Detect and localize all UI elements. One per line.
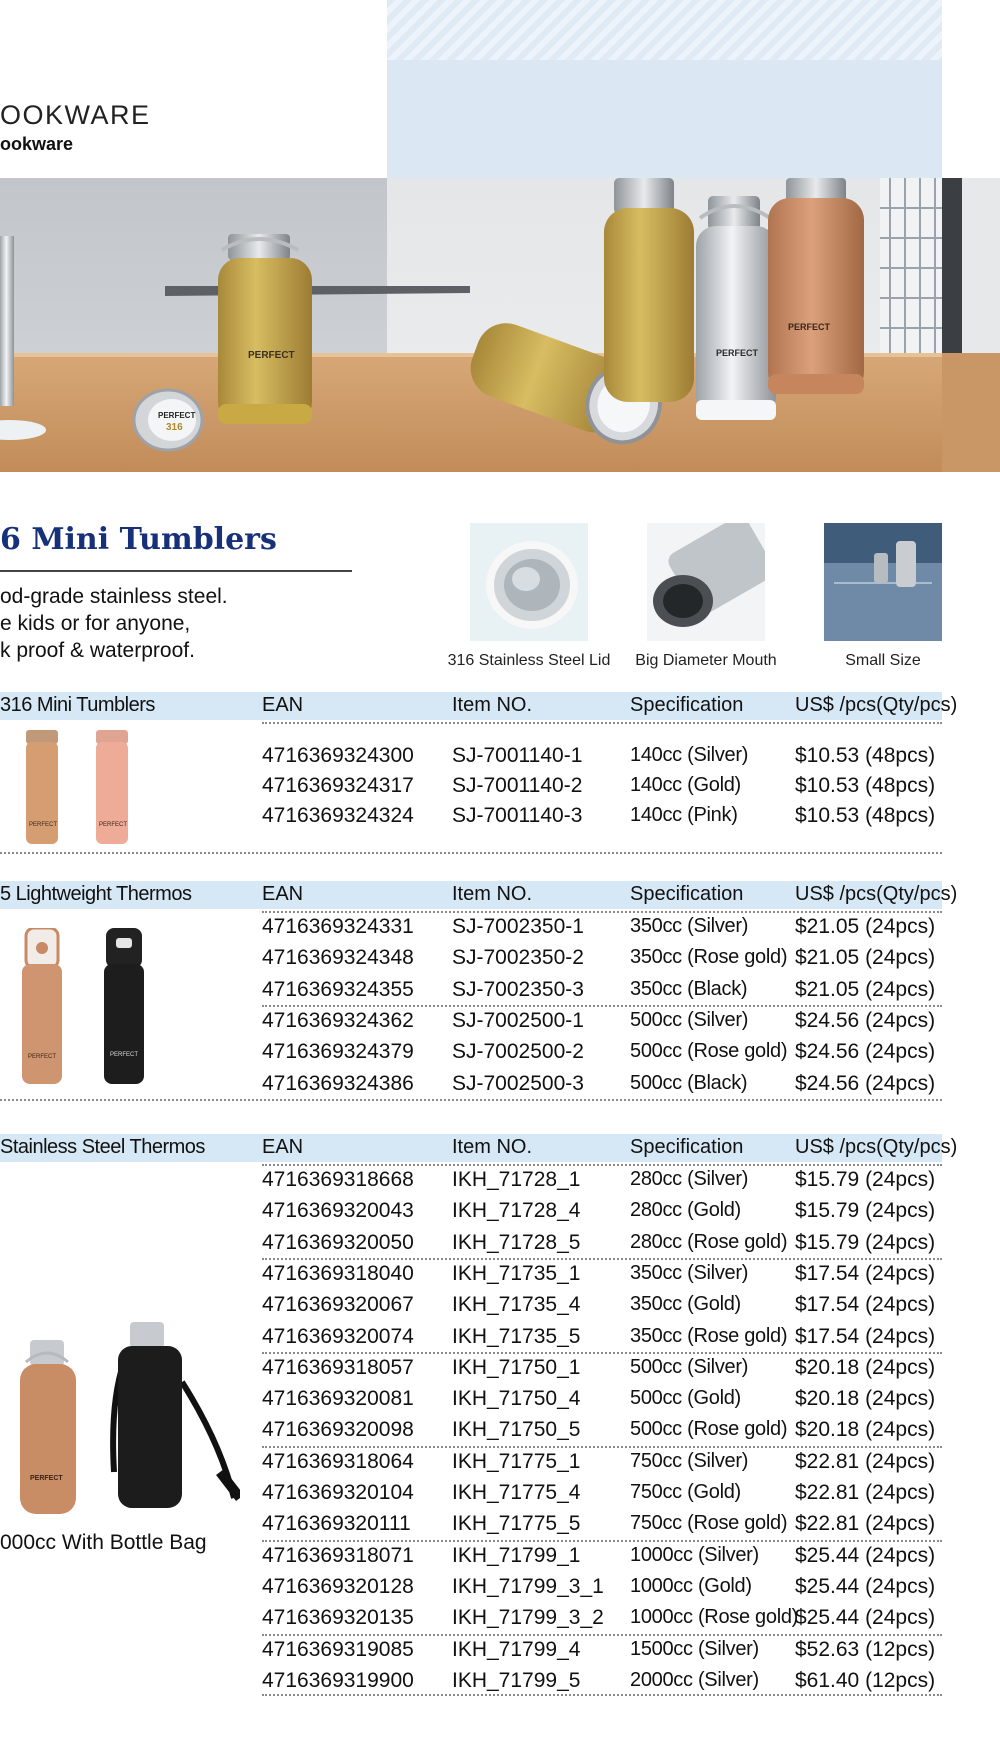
cell-price: $15.79 (24pcs) [795, 1231, 936, 1254]
section-title: 6 Mini Tumblers [0, 522, 277, 557]
cell-item-no: IKH_71750_4 [452, 1387, 581, 1410]
cell-price: $15.79 (24pcs) [795, 1168, 936, 1191]
table2-mid-rule [262, 1005, 942, 1007]
cell-ean: 4716369320111 [262, 1512, 411, 1535]
svg-text:PERFECT: PERFECT [788, 322, 831, 332]
table3-name: Stainless Steel Thermos [0, 1136, 205, 1158]
cell-spec: 350cc (Gold) [630, 1293, 741, 1315]
cell-spec: 500cc (Gold) [630, 1387, 741, 1409]
cell-item-no: IKH_71728_4 [452, 1199, 581, 1222]
cell-spec: 750cc (Gold) [630, 1481, 741, 1503]
cell-item-no: SJ-7001140-3 [452, 804, 583, 827]
cell-item-no: SJ-7002350-1 [452, 915, 584, 938]
table3-rule-500 [262, 1446, 942, 1448]
title-underline [0, 570, 352, 572]
cell-item-no: IKH_71799_3_2 [452, 1606, 604, 1629]
feature-caption-lid: 316 Stainless Steel Lid [447, 652, 611, 669]
thermos-rosegold-image [18, 928, 66, 1091]
feature-caption-size: Small Size [845, 652, 921, 669]
cell-spec: 500cc (Black) [630, 1072, 748, 1094]
cell-item-no: IKH_71735_5 [452, 1325, 581, 1348]
table2-bottom-rule [0, 1099, 942, 1101]
table1-col-ean: EAN [262, 694, 304, 716]
cell-spec: 1500cc (Silver) [630, 1638, 759, 1660]
cell-price: $15.79 (24pcs) [795, 1199, 936, 1222]
cell-price: $22.81 (24pcs) [795, 1481, 936, 1504]
steel-thermos-rosegold-image [14, 1340, 80, 1521]
cell-price: $61.40 (12pcs) [795, 1669, 936, 1692]
cell-price: $24.56 (24pcs) [795, 1009, 936, 1032]
table3-bottom-rule [262, 1694, 942, 1696]
cell-spec: 500cc (Rose gold) [630, 1040, 788, 1062]
hero-blue-panel [387, 60, 942, 180]
cell-ean: 4716369324331 [262, 915, 414, 938]
cell-item-no: IKH_71750_5 [452, 1418, 581, 1441]
cell-ean: 4716369320067 [262, 1293, 414, 1316]
table3-rule-750 [262, 1540, 942, 1542]
svg-text:PERFECT: PERFECT [29, 822, 58, 828]
table3-header-rule [262, 1164, 942, 1166]
table3-rule-280 [262, 1258, 942, 1260]
cell-price: $17.54 (24pcs) [795, 1325, 936, 1348]
cell-item-no: SJ-7001140-2 [452, 774, 583, 797]
table1-header-rule [262, 722, 942, 724]
svg-text:PERFECT: PERFECT [110, 1052, 139, 1058]
cell-spec: 140cc (Gold) [630, 774, 741, 796]
cell-item-no: SJ-7002350-2 [452, 946, 584, 969]
brand-title: OOKWARE [0, 100, 151, 130]
cell-item-no: IKH_71799_1 [452, 1544, 581, 1567]
cell-ean: 4716369318057 [262, 1356, 414, 1379]
cell-price: $21.05 (24pcs) [795, 915, 936, 938]
cell-ean: 4716369320050 [262, 1231, 414, 1254]
cell-spec: 280cc (Rose gold) [630, 1231, 788, 1253]
cell-ean: 4716369318668 [262, 1168, 414, 1191]
cell-price: $20.18 (24pcs) [795, 1387, 936, 1410]
cell-price: $24.56 (24pcs) [795, 1040, 936, 1063]
table2-col-price: US$ /pcs(Qty/pcs) [795, 883, 958, 905]
cell-item-no: SJ-7002500-3 [452, 1072, 584, 1095]
svg-text:316: 316 [166, 422, 183, 433]
cell-item-no: SJ-7001140-1 [452, 744, 583, 767]
cell-item-no: IKH_71735_4 [452, 1293, 581, 1316]
table3-rule-350 [262, 1352, 942, 1354]
cell-spec: 280cc (Silver) [630, 1168, 749, 1190]
cell-ean: 4716369324324 [262, 804, 414, 827]
cell-ean: 4716369324317 [262, 774, 414, 797]
table2-name: 5 Lightweight Thermos [0, 883, 192, 905]
table3-rule-1000 [262, 1634, 942, 1636]
cell-price: $21.05 (24pcs) [795, 946, 936, 969]
table2-col-spec: Specification [630, 883, 744, 905]
mini-tumbler-gold-image [22, 730, 62, 851]
svg-text:PERFECT: PERFECT [30, 1475, 63, 1482]
cell-ean: 4716369320104 [262, 1481, 414, 1504]
cell-spec: 750cc (Silver) [630, 1450, 749, 1472]
cell-price: $21.05 (24pcs) [795, 978, 936, 1001]
svg-text:PERFECT: PERFECT [158, 411, 196, 420]
cell-item-no: IKH_71799_3_1 [452, 1575, 604, 1598]
cell-price: $52.63 (12pcs) [795, 1638, 936, 1661]
cell-ean: 4716369324362 [262, 1009, 414, 1032]
cell-price: $25.44 (24pcs) [795, 1544, 936, 1567]
cell-ean: 4716369320074 [262, 1325, 414, 1348]
cell-price: $20.18 (24pcs) [795, 1418, 936, 1441]
cell-spec: 1000cc (Gold) [630, 1575, 752, 1597]
cell-ean: 4716369318071 [262, 1544, 414, 1567]
svg-text:PERFECT: PERFECT [248, 350, 295, 361]
cell-item-no: SJ-7002500-2 [452, 1040, 584, 1063]
table2-col-item: Item NO. [452, 883, 533, 905]
cell-item-no: IKH_71735_1 [452, 1262, 581, 1285]
table1-col-price: US$ /pcs(Qty/pcs) [795, 694, 958, 716]
cell-spec: 1000cc (Silver) [630, 1544, 759, 1566]
table2-col-ean: EAN [262, 883, 304, 905]
cell-price: $20.18 (24pcs) [795, 1356, 936, 1379]
feature-caption-mouth: Big Diameter Mouth [635, 652, 777, 669]
mouth-photo-icon [647, 523, 765, 641]
cell-spec: 350cc (Rose gold) [630, 946, 788, 968]
cell-price: $22.81 (24pcs) [795, 1450, 936, 1473]
cell-ean: 4716369320043 [262, 1199, 414, 1222]
cell-price: $10.53 (48pcs) [795, 744, 936, 767]
cell-price: $25.44 (24pcs) [795, 1606, 936, 1629]
cell-spec: 750cc (Rose gold) [630, 1512, 788, 1534]
cell-price: $24.56 (24pcs) [795, 1072, 936, 1095]
cell-spec: 280cc (Gold) [630, 1199, 741, 1221]
cell-ean: 4716369320135 [262, 1606, 414, 1629]
cell-price: $10.53 (48pcs) [795, 774, 936, 797]
cell-item-no: SJ-7002350-3 [452, 978, 584, 1001]
table3-col-spec: Specification [630, 1136, 744, 1158]
bottle-bag-caption: 000cc With Bottle Bag [0, 1531, 207, 1554]
cell-price: $17.54 (24pcs) [795, 1262, 936, 1285]
intro-line-3: k proof & waterproof. [0, 639, 195, 662]
cell-spec: 500cc (Silver) [630, 1356, 749, 1378]
cell-item-no: IKH_71750_1 [452, 1356, 581, 1379]
cell-ean: 4716369319085 [262, 1638, 414, 1661]
cell-ean: 4716369318064 [262, 1450, 414, 1473]
cell-spec: 2000cc (Silver) [630, 1669, 759, 1691]
intro-line-1: od-grade stainless steel. [0, 585, 228, 608]
cell-ean: 4716369320098 [262, 1418, 414, 1441]
mini-tumbler-pink-image [92, 730, 132, 851]
table1-name: 316 Mini Tumblers [0, 694, 155, 716]
table3-col-price: US$ /pcs(Qty/pcs) [795, 1136, 958, 1158]
cell-item-no: IKH_71728_1 [452, 1168, 581, 1191]
cell-price: $17.54 (24pcs) [795, 1293, 936, 1316]
table2-header-rule [262, 911, 942, 913]
cell-item-no: IKH_71775_4 [452, 1481, 581, 1504]
table3-col-item: Item NO. [452, 1136, 533, 1158]
cell-ean: 4716369324355 [262, 978, 414, 1001]
cell-spec: 140cc (Pink) [630, 804, 738, 826]
cell-spec: 350cc (Silver) [630, 915, 749, 937]
cell-item-no: SJ-7002500-1 [452, 1009, 584, 1032]
cell-spec: 500cc (Rose gold) [630, 1418, 788, 1440]
cell-spec: 350cc (Black) [630, 978, 748, 1000]
hero-stripe-pattern [387, 0, 942, 60]
table1-col-item: Item NO. [452, 694, 533, 716]
lid-photo-icon [470, 523, 588, 641]
svg-text:PERFECT: PERFECT [28, 1054, 57, 1060]
svg-text:PERFECT: PERFECT [99, 822, 128, 828]
cell-ean: 4716369320128 [262, 1575, 414, 1598]
hero-photo-edge [942, 178, 1000, 472]
cell-item-no: IKH_71799_4 [452, 1638, 581, 1661]
cell-spec: 140cc (Silver) [630, 744, 749, 766]
pocket-photo-icon [824, 523, 942, 641]
brand-subtitle: ookware [0, 134, 74, 154]
svg-text:PERFECT: PERFECT [716, 348, 759, 358]
cell-item-no: IKH_71775_1 [452, 1450, 581, 1473]
cell-item-no: IKH_71728_5 [452, 1231, 581, 1254]
bottle-bag-image [100, 1322, 240, 1517]
cell-spec: 350cc (Silver) [630, 1262, 749, 1284]
cell-ean: 4716369324348 [262, 946, 414, 969]
cell-item-no: IKH_71799_5 [452, 1669, 581, 1692]
thermos-black-image [100, 928, 148, 1091]
cell-ean: 4716369320081 [262, 1387, 414, 1410]
cell-ean: 4716369324379 [262, 1040, 414, 1063]
cell-price: $22.81 (24pcs) [795, 1512, 936, 1535]
cell-price: $25.44 (24pcs) [795, 1575, 936, 1598]
cell-spec: 500cc (Silver) [630, 1009, 749, 1031]
intro-line-2: e kids or for anyone, [0, 612, 191, 635]
cell-spec: 1000cc (Rose gold) [630, 1606, 799, 1628]
cell-ean: 4716369319900 [262, 1669, 414, 1692]
table1-col-spec: Specification [630, 694, 744, 716]
cell-price: $10.53 (48pcs) [795, 804, 936, 827]
table1-bottom-rule [0, 852, 942, 854]
cell-ean: 4716369324386 [262, 1072, 414, 1095]
hero-product-photo [0, 178, 942, 472]
table3-col-ean: EAN [262, 1136, 304, 1158]
cell-ean: 4716369318040 [262, 1262, 414, 1285]
cell-item-no: IKH_71775_5 [452, 1512, 581, 1535]
cell-ean: 4716369324300 [262, 744, 414, 767]
cell-spec: 350cc (Rose gold) [630, 1325, 788, 1347]
